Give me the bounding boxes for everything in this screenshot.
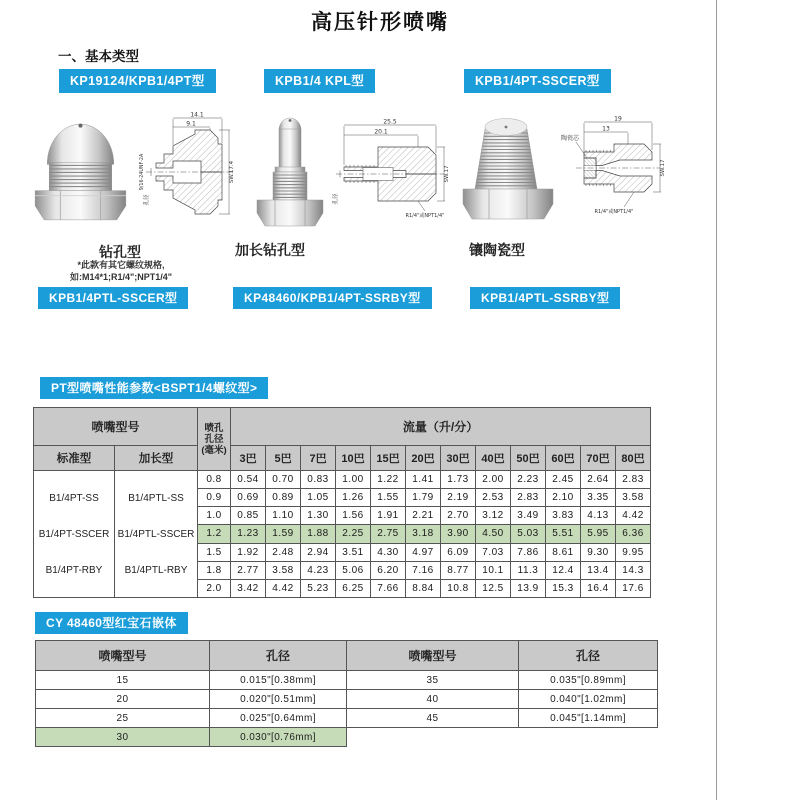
- orifice-header-line1: 喷孔: [204, 422, 224, 434]
- ruby-header: 孔径: [210, 641, 347, 671]
- flow-cell: 0.89: [266, 489, 301, 507]
- ruby-cell: 25: [36, 709, 210, 728]
- flow-cell: 1.88: [301, 525, 336, 543]
- orifice-cell: 2.0: [198, 579, 231, 597]
- dim-overall-1: 14.1: [190, 111, 204, 119]
- flow-cell: 8.77: [441, 561, 476, 579]
- flow-cell: 14.3: [616, 561, 651, 579]
- standard-model-cell: [34, 471, 115, 598]
- page-title: 高压针形喷嘴: [311, 11, 449, 34]
- flow-cell: 4.42: [616, 507, 651, 525]
- flow-cell: 1.23: [231, 525, 266, 543]
- flow-cell: 3.58: [616, 489, 651, 507]
- flow-cell: 3.49: [511, 507, 546, 525]
- ruby-cell: 0.040"[1.02mm]: [519, 690, 658, 709]
- flow-cell: 2.21: [406, 507, 441, 525]
- caption-drilled: 钻孔型: [99, 244, 141, 260]
- pt-performance-table: [33, 407, 651, 598]
- ruby-table-row: [36, 671, 658, 690]
- ruby-cell: 0.035"[0.89mm]: [519, 671, 658, 690]
- pressure-header: 5巴: [266, 446, 301, 471]
- flow-cell: 4.42: [266, 579, 301, 597]
- model-name: B1/4PTL-SS: [128, 492, 184, 504]
- pt-table-title-chip: PT型喷嘴性能参数<BSPT1/4螺纹型>: [40, 377, 268, 399]
- flow-cell: 2.70: [441, 507, 476, 525]
- flow-cell: 6.09: [441, 543, 476, 561]
- flow-header: 流量（升/分）: [231, 408, 651, 446]
- flow-cell: 1.59: [266, 525, 301, 543]
- ruby-table-row: [36, 728, 658, 747]
- caption-extended: 加长钻孔型: [235, 242, 305, 258]
- flow-cell: 13.4: [581, 561, 616, 579]
- model-name: B1/4PT-SSCER: [38, 528, 110, 540]
- dim-hole-1: 孔径: [144, 194, 150, 206]
- dim-wrench-2: SW.17: [444, 165, 450, 183]
- flow-cell: 1.79: [406, 489, 441, 507]
- thread-note: [40, 260, 202, 283]
- model-name: B1/4PTL-SSCER: [117, 528, 195, 540]
- flow-cell: 5.06: [336, 561, 371, 579]
- flow-cell: 0.69: [231, 489, 266, 507]
- pressure-header: 20巴: [406, 446, 441, 471]
- flow-cell: 2.83: [511, 489, 546, 507]
- dim-inner-3: 13: [602, 125, 610, 133]
- flow-cell: 2.00: [476, 471, 511, 489]
- type-chip-ptl-sscer: KPB1/4PTL-SSCER型: [38, 287, 188, 309]
- flow-cell: 4.97: [406, 543, 441, 561]
- type-chip-pt-ssrby: KP48460/KPB1/4PT-SSRBY型: [233, 287, 432, 309]
- orifice-header-line2: 孔径: [204, 433, 224, 445]
- ruby-table-row: [36, 709, 658, 728]
- ruby-cell: 45: [347, 709, 519, 728]
- flow-cell: 4.50: [476, 525, 511, 543]
- flow-cell: 17.6: [616, 579, 651, 597]
- flow-cell: 2.45: [546, 471, 581, 489]
- caption-ceramic: 镶陶瓷型: [469, 242, 525, 258]
- flow-cell: 1.30: [301, 507, 336, 525]
- ruby-cell: 15: [36, 671, 210, 690]
- flow-cell: 2.94: [301, 543, 336, 561]
- flow-cell: 1.55: [371, 489, 406, 507]
- flow-cell: 1.56: [336, 507, 371, 525]
- nozzle-orifice-dot: [289, 119, 292, 122]
- dim-inner-1: 9.1: [186, 120, 196, 128]
- ruby-header: 孔径: [519, 641, 658, 671]
- flow-cell: 10.1: [476, 561, 511, 579]
- orifice-cell: 1.2: [198, 525, 231, 543]
- flow-cell: 11.3: [511, 561, 546, 579]
- flow-cell: 0.54: [231, 471, 266, 489]
- flow-cell: 1.10: [266, 507, 301, 525]
- ruby-cell: 0.030"[0.76mm]: [210, 728, 347, 747]
- photo-extended-nozzle: [248, 113, 333, 237]
- flow-cell: 9.30: [581, 543, 616, 561]
- dim-inner-2: 20.1: [374, 128, 388, 136]
- flow-cell: 15.3: [546, 579, 581, 597]
- type-chip-ceramic: KPB1/4PT-SSCER型: [464, 69, 611, 93]
- flow-cell: 2.77: [231, 561, 266, 579]
- thread-note-line1: *此款有其它螺纹规格,: [77, 260, 165, 270]
- ruby-header: 喷嘴型号: [347, 641, 519, 671]
- ruby-cell: 0.045"[1.14mm]: [519, 709, 658, 728]
- dim-wrench-3: SW.17: [660, 159, 666, 177]
- flow-cell: 4.30: [371, 543, 406, 561]
- model-name: B1/4PT-RBY: [45, 564, 103, 576]
- dim-overall-2: 25.5: [383, 118, 397, 126]
- flow-cell: 7.03: [476, 543, 511, 561]
- flow-cell: 3.90: [441, 525, 476, 543]
- page-fold-line: [716, 0, 717, 800]
- flow-cell: 3.42: [231, 579, 266, 597]
- ceramic-core-label: 陶瓷芯: [560, 135, 580, 142]
- flow-cell: 16.4: [581, 579, 616, 597]
- pressure-header: 30巴: [441, 446, 476, 471]
- ruby-cell: [519, 728, 658, 747]
- extended-model-cell: [115, 471, 198, 598]
- dim-thread-1: 9/16-24UNF-2A: [140, 153, 145, 191]
- flow-cell: 6.20: [371, 561, 406, 579]
- pressure-header: 50巴: [511, 446, 546, 471]
- flow-cell: 3.51: [336, 543, 371, 561]
- nozzle-orifice-dot: [505, 126, 508, 129]
- ruby-header: 喷嘴型号: [36, 641, 210, 671]
- flow-cell: 1.00: [336, 471, 371, 489]
- flow-cell: 13.9: [511, 579, 546, 597]
- flow-cell: 12.4: [546, 561, 581, 579]
- ruby-cell: 0.025"[0.64mm]: [210, 709, 347, 728]
- flow-cell: 1.22: [371, 471, 406, 489]
- ruby-table-row: [36, 690, 658, 709]
- thread-note-line2: 如:M14*1;R1/4";NPT1/4": [69, 271, 173, 282]
- dim-wrench-1: SW.17.4: [229, 160, 235, 184]
- flow-cell: 2.19: [441, 489, 476, 507]
- flow-cell: 9.95: [616, 543, 651, 561]
- photo-drilled-nozzle: [28, 112, 134, 235]
- flow-cell: 4.13: [581, 507, 616, 525]
- flow-cell: 1.73: [441, 471, 476, 489]
- flow-cell: 4.23: [301, 561, 336, 579]
- pressure-header: 60巴: [546, 446, 581, 471]
- flow-cell: 7.16: [406, 561, 441, 579]
- photo-ceramic-nozzle: [458, 110, 558, 232]
- flow-cell: 3.18: [406, 525, 441, 543]
- ruby-cell: 35: [347, 671, 519, 690]
- flow-cell: 8.84: [406, 579, 441, 597]
- flow-cell: 5.95: [581, 525, 616, 543]
- orifice-cell: 1.8: [198, 561, 231, 579]
- ruby-table-body: [36, 671, 658, 747]
- ruby-cell: 0.015"[0.38mm]: [210, 671, 347, 690]
- pt-table-row: [34, 471, 651, 489]
- pressure-header: 70巴: [581, 446, 616, 471]
- flow-cell: 1.92: [231, 543, 266, 561]
- flow-cell: 5.23: [301, 579, 336, 597]
- flow-cell: 2.48: [266, 543, 301, 561]
- orifice-cell: 1.5: [198, 543, 231, 561]
- orifice-cell: 0.9: [198, 489, 231, 507]
- orifice-cell: 0.8: [198, 471, 231, 489]
- flow-cell: 2.64: [581, 471, 616, 489]
- flow-cell: 2.23: [511, 471, 546, 489]
- nozzle-orifice-dot: [78, 124, 82, 128]
- ruby-cell: [347, 728, 519, 747]
- type-chip-extended: KPB1/4 KPL型: [264, 69, 375, 93]
- flow-cell: 6.25: [336, 579, 371, 597]
- flow-cell: 3.35: [581, 489, 616, 507]
- flow-cell: 2.25: [336, 525, 371, 543]
- pressure-header: 3巴: [231, 446, 266, 471]
- dim-thread-3: R1/4"或NPT1/4": [594, 209, 634, 215]
- ruby-cell: 0.020"[0.51mm]: [210, 690, 347, 709]
- drawing-extended-nozzle: [330, 117, 456, 231]
- pressure-header: 10巴: [336, 446, 371, 471]
- flow-cell: 2.83: [616, 471, 651, 489]
- dim-hole-2: 孔径: [333, 193, 339, 205]
- pressure-header: 80巴: [616, 446, 651, 471]
- flow-cell: 2.10: [546, 489, 581, 507]
- flow-cell: 2.53: [476, 489, 511, 507]
- flow-cell: 5.51: [546, 525, 581, 543]
- flow-cell: 6.36: [616, 525, 651, 543]
- flow-cell: 2.75: [371, 525, 406, 543]
- section-heading: 一、基本类型: [58, 49, 139, 64]
- flow-cell: 1.91: [371, 507, 406, 525]
- flow-cell: 3.58: [266, 561, 301, 579]
- flow-cell: 0.70: [266, 471, 301, 489]
- model-header: 喷嘴型号: [34, 408, 198, 446]
- flow-cell: 1.41: [406, 471, 441, 489]
- drawing-drilled-nozzle: [138, 110, 244, 232]
- type-chip-ptl-ssrby: KPB1/4PTL-SSRBY型: [470, 287, 620, 309]
- orifice-header-line3: (毫米): [201, 444, 227, 456]
- dim-overall-3: 19: [614, 115, 622, 123]
- flow-cell: 3.83: [546, 507, 581, 525]
- pressure-header: 15巴: [371, 446, 406, 471]
- pressure-header: 40巴: [476, 446, 511, 471]
- standard-header: 标准型: [34, 446, 115, 471]
- ruby-insert-table: [35, 640, 658, 747]
- ruby-cell: 30: [36, 728, 210, 747]
- flow-cell: 8.61: [546, 543, 581, 561]
- pt-table-body: [34, 471, 651, 598]
- drawing-ceramic-nozzle: [556, 114, 668, 226]
- ruby-table-title-chip: CY 48460型红宝石嵌体: [35, 612, 188, 634]
- flow-cell: 12.5: [476, 579, 511, 597]
- orifice-header: [198, 408, 231, 471]
- flow-cell: 7.86: [511, 543, 546, 561]
- flow-cell: 7.66: [371, 579, 406, 597]
- flow-cell: 10.8: [441, 579, 476, 597]
- model-name: B1/4PTL-RBY: [124, 564, 188, 576]
- flow-cell: 1.05: [301, 489, 336, 507]
- flow-cell: 0.83: [301, 471, 336, 489]
- flow-cell: 3.12: [476, 507, 511, 525]
- flow-cell: 1.26: [336, 489, 371, 507]
- extended-header: 加长型: [115, 446, 198, 471]
- flow-cell: 0.85: [231, 507, 266, 525]
- type-chip-drilled: KP19124/KPB1/4PT型: [59, 69, 216, 93]
- orifice-cell: 1.0: [198, 507, 231, 525]
- model-name: B1/4PT-SS: [49, 492, 99, 504]
- pressure-header: 7巴: [301, 446, 336, 471]
- dim-thread-2: R1/4"或NPT1/4": [405, 213, 445, 219]
- flow-cell: 5.03: [511, 525, 546, 543]
- ruby-cell: 40: [347, 690, 519, 709]
- ruby-cell: 20: [36, 690, 210, 709]
